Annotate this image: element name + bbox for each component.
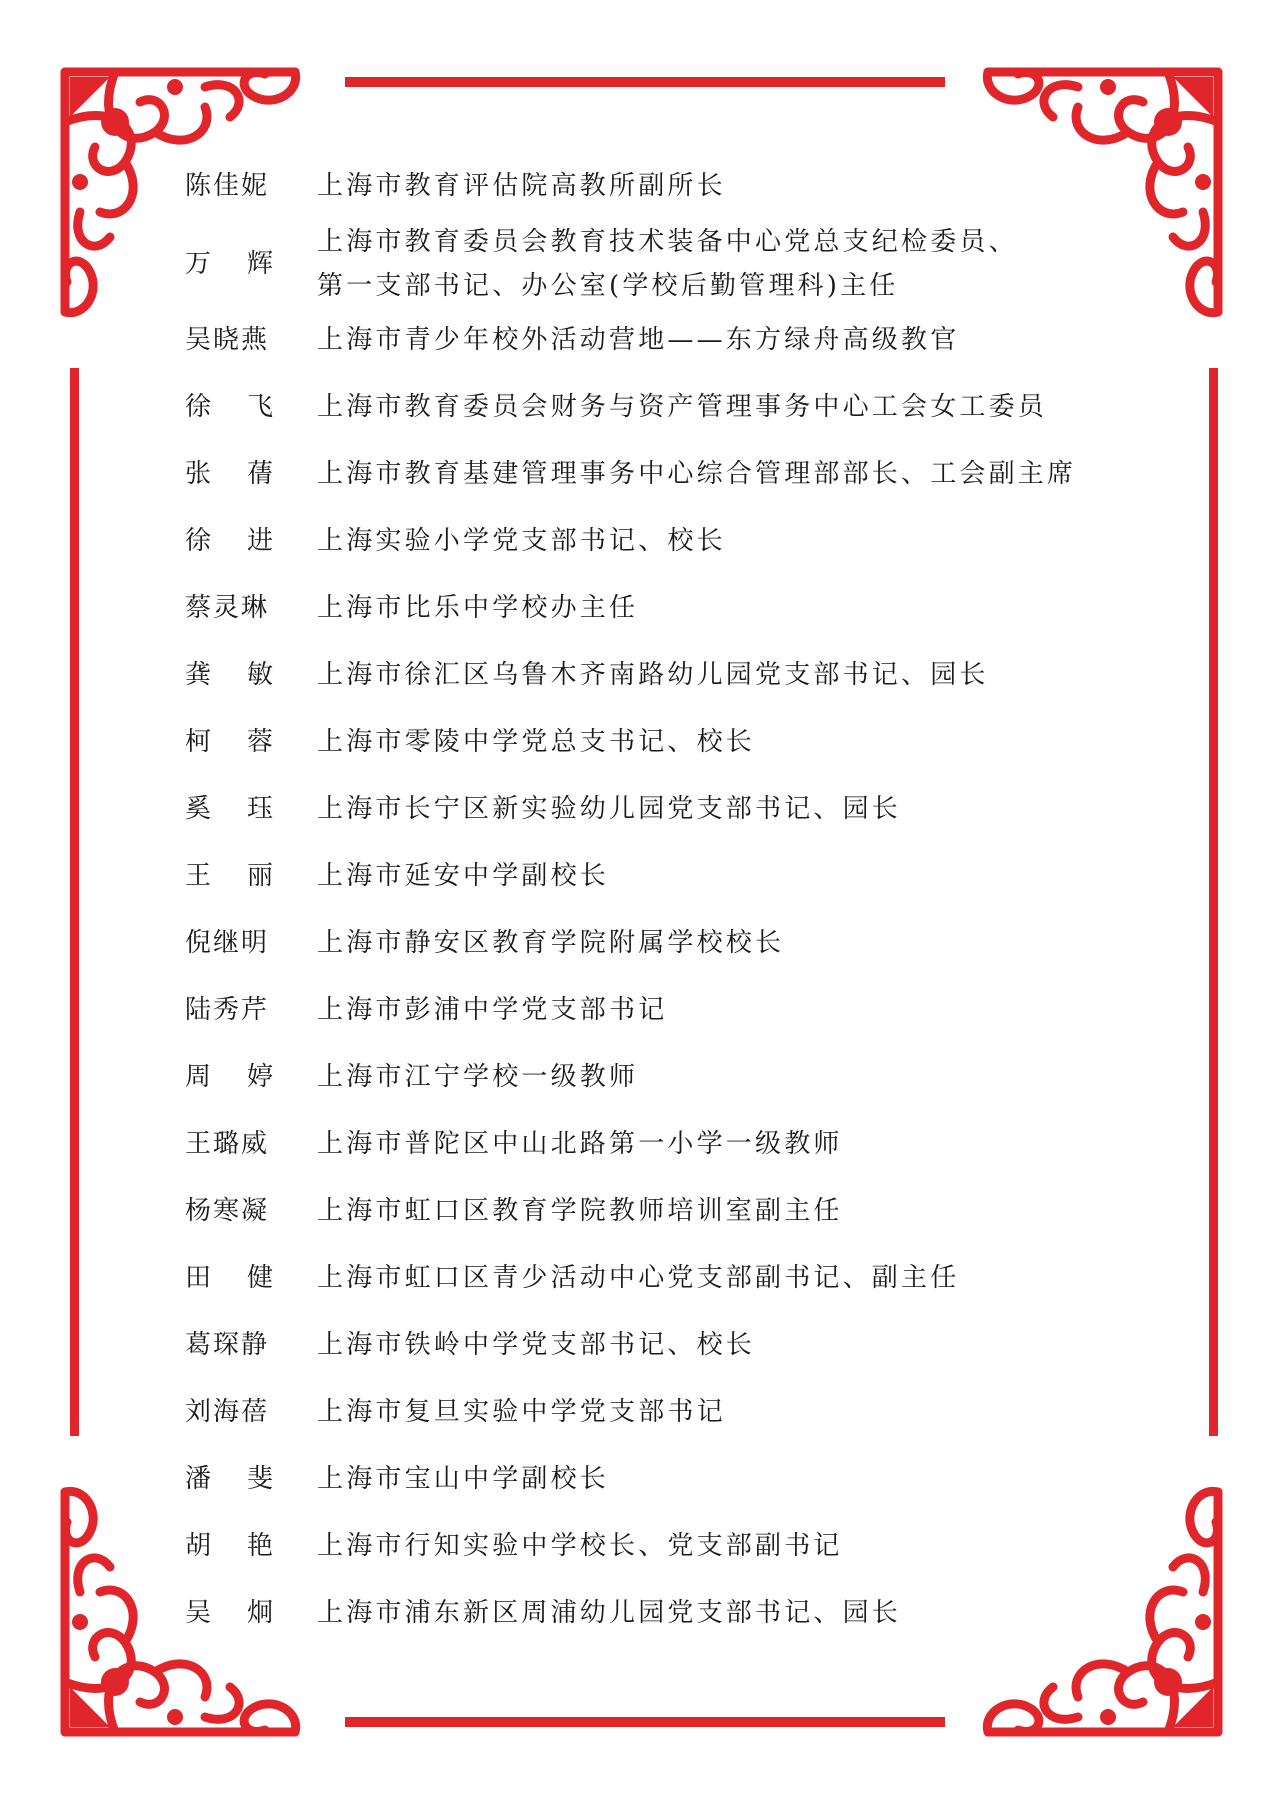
person-title <box>317 220 1018 308</box>
person-name <box>185 220 275 308</box>
person-title: 上海实验小学党支部书记、校长 <box>317 526 726 556</box>
person-title: 上海市浦东新区周浦幼儿园党支部书记、园长 <box>317 1598 902 1628</box>
person-name: 陆秀芹 <box>185 995 270 1025</box>
list-item <box>185 452 1105 496</box>
person-title: 上海市零陵中学党总支书记、校长 <box>317 727 756 757</box>
person-name: 潘 斐 <box>185 1464 275 1494</box>
person-title: 上海市复旦实验中学党支部书记 <box>317 1397 726 1427</box>
person-name: 王璐威 <box>185 1129 270 1159</box>
person-title: 上海市铁岭中学党支部书记、校长 <box>317 1330 756 1360</box>
person-title-line: 上海市教育委员会教育技术装备中心党总支纪检委员、 <box>317 227 1018 257</box>
frame-top-bar <box>345 77 945 87</box>
list-item <box>185 1591 1105 1635</box>
person-title: 上海市行知实验中学校长、党支部副书记 <box>317 1531 843 1561</box>
list-item <box>185 1189 1105 1233</box>
list-item <box>185 318 1105 362</box>
person-name: 徐 进 <box>185 526 275 556</box>
person-name: 蔡灵琳 <box>185 593 270 623</box>
person-title: 上海市教育评估院高教所副所长 <box>317 171 726 201</box>
person-title: 上海市静安区教育学院附属学校校长 <box>317 928 785 958</box>
list-item <box>185 385 1105 429</box>
list-item <box>185 854 1105 898</box>
person-title: 上海市普陀区中山北路第一小学一级教师 <box>317 1129 843 1159</box>
list-item <box>185 653 1105 697</box>
frame-right-bar <box>1209 368 1218 1436</box>
list-item <box>185 1323 1105 1367</box>
list-item <box>185 1256 1105 1300</box>
person-name-char: 辉 <box>246 249 275 279</box>
person-title: 上海市比乐中学校办主任 <box>317 593 639 623</box>
person-name-char: 万 <box>185 249 214 279</box>
person-title: 上海市徐汇区乌鲁木齐南路幼儿园党支部书记、园长 <box>317 660 989 690</box>
list-item <box>185 164 1105 208</box>
person-name: 胡 艳 <box>185 1531 275 1561</box>
list-item <box>185 1055 1105 1099</box>
list-item <box>185 220 1105 308</box>
list-item <box>185 1390 1105 1434</box>
person-title: 上海市宝山中学副校长 <box>317 1464 610 1494</box>
list-item <box>185 988 1105 1032</box>
person-name: 杨寒凝 <box>185 1196 270 1226</box>
person-name: 陈佳妮 <box>185 171 270 201</box>
list-item <box>185 921 1105 965</box>
person-name: 张 蒨 <box>185 459 275 489</box>
person-name: 王 丽 <box>185 861 275 891</box>
frame-bottom-bar <box>345 1717 945 1727</box>
person-name: 刘海蓓 <box>185 1397 270 1427</box>
list-item <box>185 519 1105 563</box>
list-item <box>185 1524 1105 1568</box>
person-name: 吴晓燕 <box>185 325 270 355</box>
person-name: 倪继明 <box>185 928 270 958</box>
person-name: 葛琛静 <box>185 1330 270 1360</box>
list-item <box>185 586 1105 630</box>
person-title: 上海市虹口区教育学院教师培训室副主任 <box>317 1196 843 1226</box>
person-name: 徐 飞 <box>185 392 275 422</box>
person-title-line: 第一支部书记、办公室(学校后勤管理科)主任 <box>317 271 899 301</box>
person-name: 柯 蓉 <box>185 727 275 757</box>
person-title: 上海市教育委员会财务与资产管理事务中心工会女工委员 <box>317 392 1048 422</box>
person-title: 上海市彭浦中学党支部书记 <box>317 995 668 1025</box>
person-name: 龚 敏 <box>185 660 275 690</box>
person-name: 吴 炯 <box>185 1598 275 1628</box>
person-title: 上海市江宁学校一级教师 <box>317 1062 639 1092</box>
list-item <box>185 1457 1105 1501</box>
person-name: 田 健 <box>185 1263 275 1293</box>
list-item <box>185 720 1105 764</box>
person-title: 上海市长宁区新实验幼儿园党支部书记、园长 <box>317 794 902 824</box>
person-title: 上海市虹口区青少活动中心党支部副书记、副主任 <box>317 1263 960 1293</box>
person-title: 上海市青少年校外活动营地——东方绿舟高级教官 <box>317 325 960 355</box>
person-title: 上海市教育基建管理事务中心综合管理部部长、工会副主席 <box>317 459 1077 489</box>
frame-left-bar <box>70 368 79 1436</box>
person-title: 上海市延安中学副校长 <box>317 861 610 891</box>
person-name: 奚 珏 <box>185 794 275 824</box>
person-name: 周 婷 <box>185 1062 275 1092</box>
list-item <box>185 787 1105 831</box>
list-item <box>185 1122 1105 1166</box>
